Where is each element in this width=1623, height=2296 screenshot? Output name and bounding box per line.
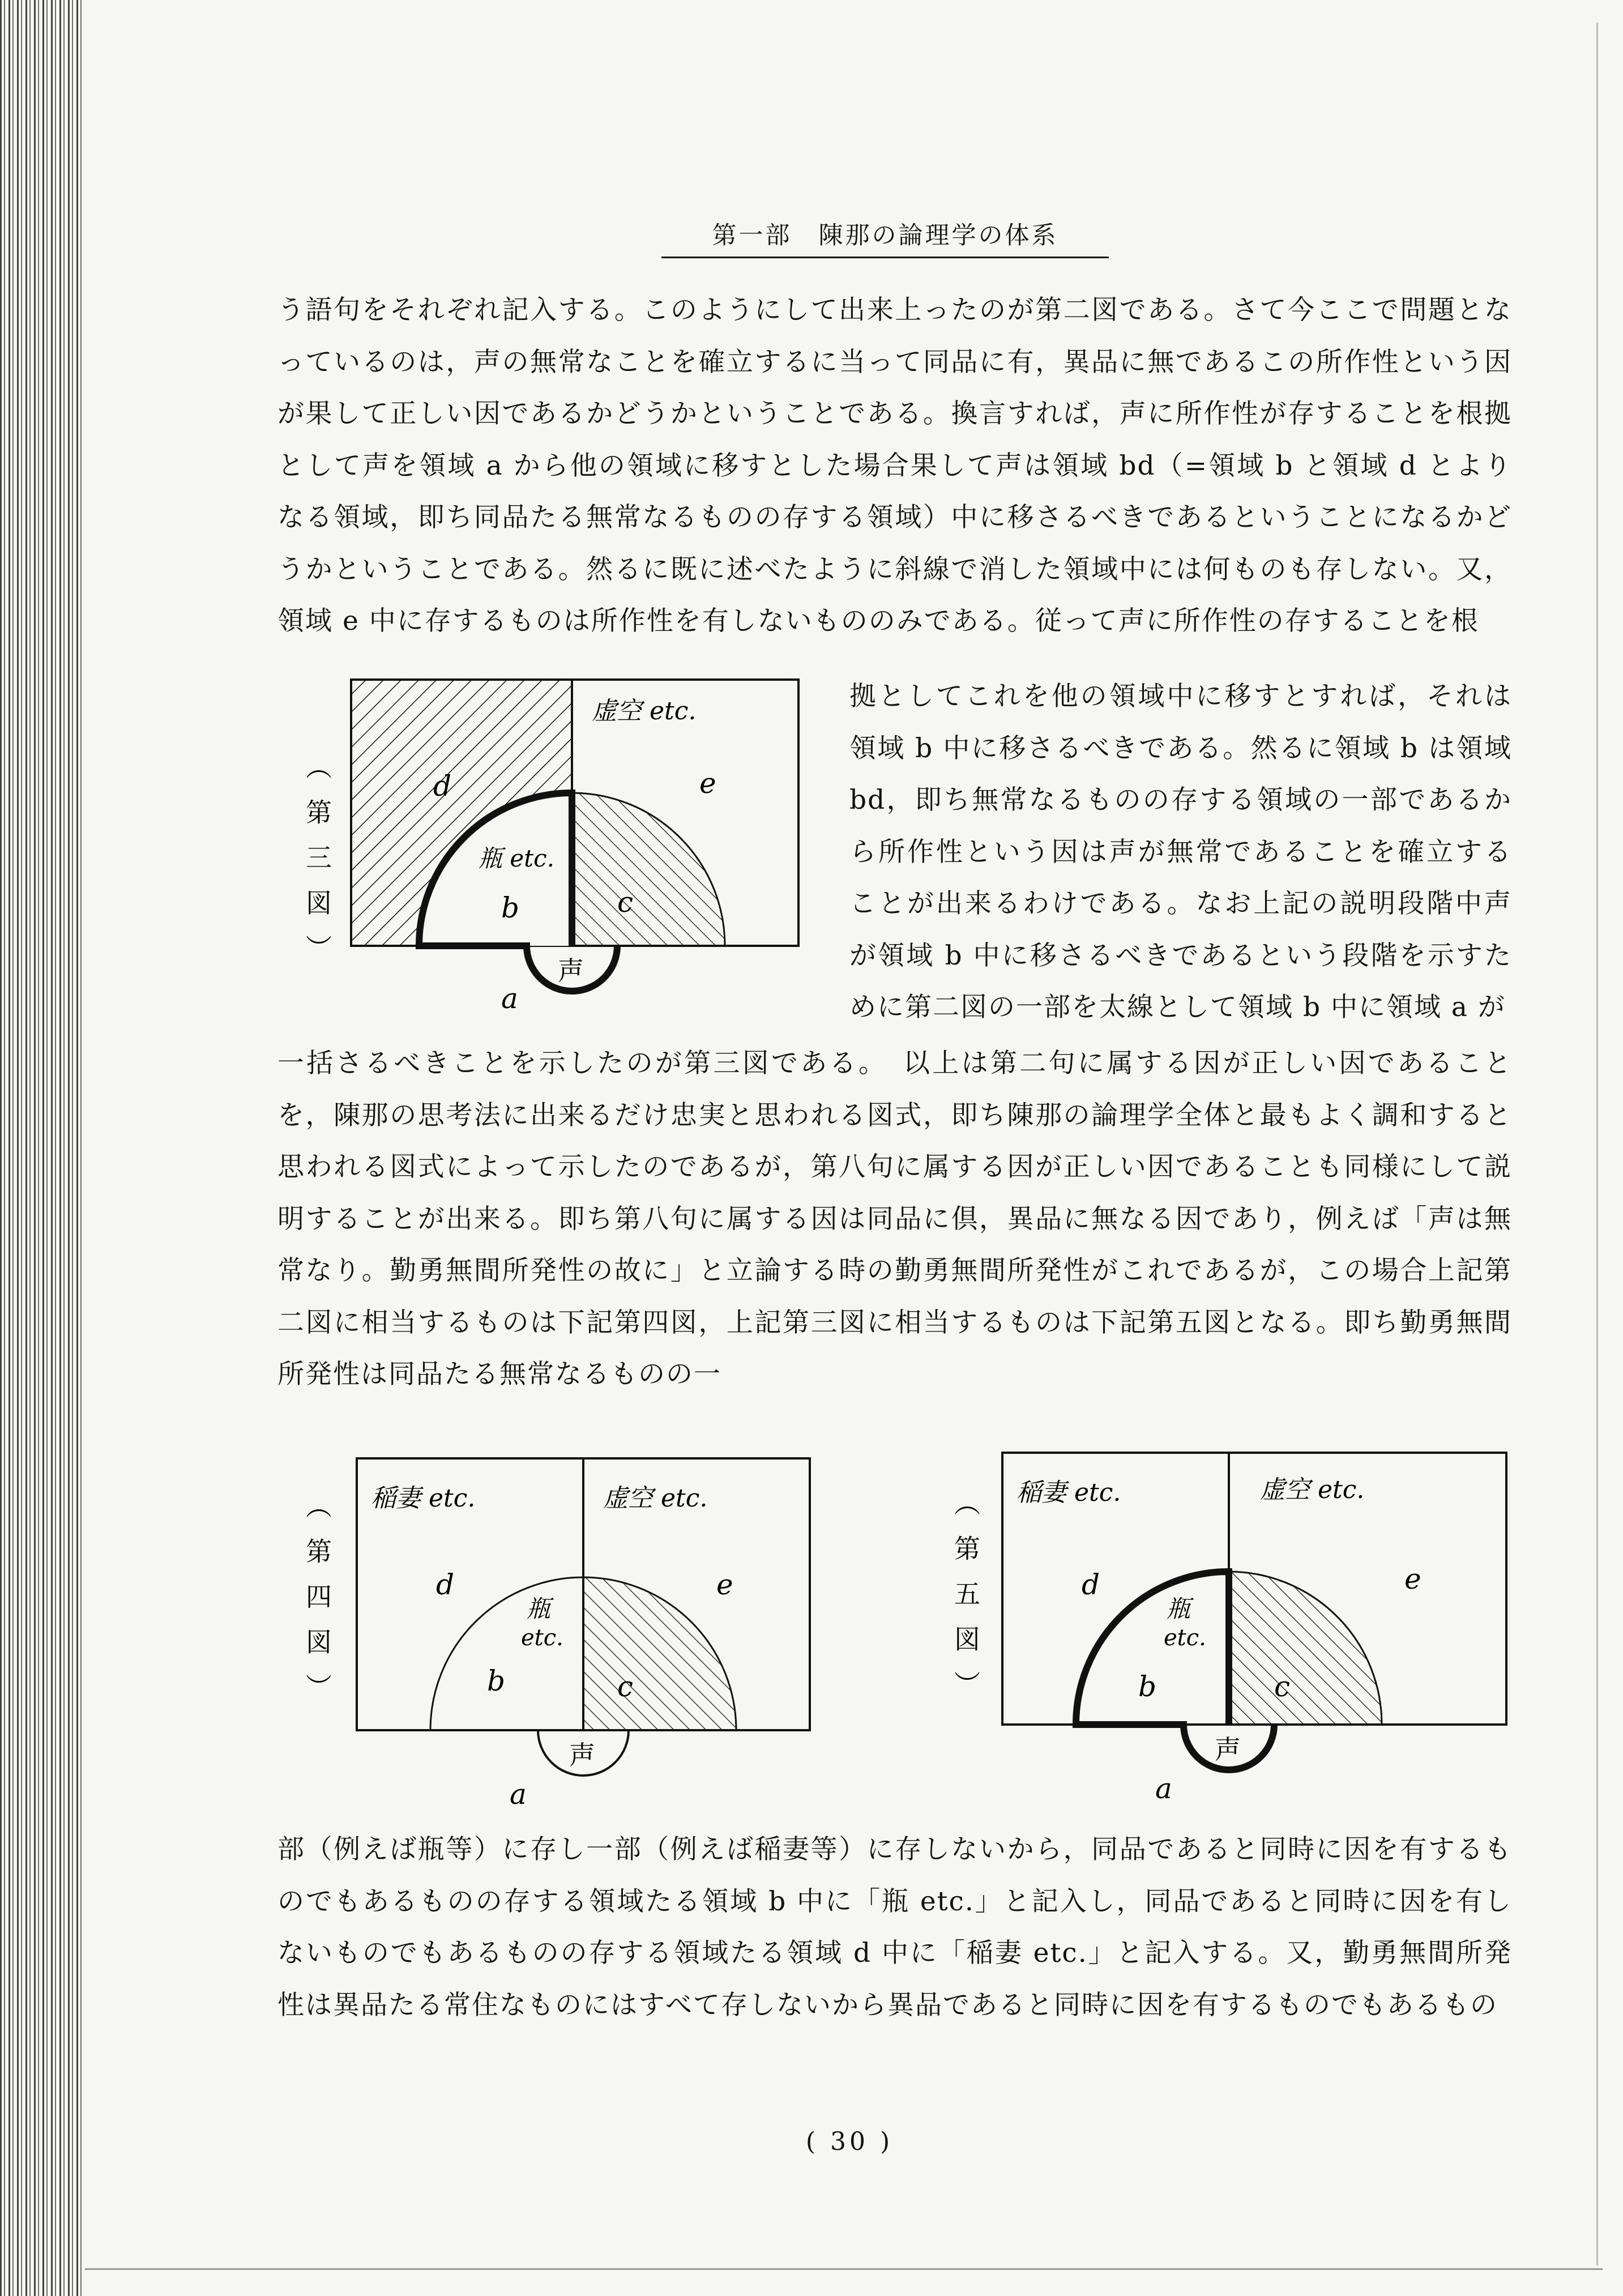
book-binding-edge [0, 0, 85, 2296]
fig4-label-c: c [617, 1670, 634, 1703]
fig4-label-e: e [716, 1568, 733, 1601]
fig5-label-a: a [1155, 1772, 1172, 1805]
figure-4 [294, 1447, 827, 1810]
figure-5-caption: （第五図） [950, 1490, 981, 1716]
page-right-edge [1596, 23, 1598, 2265]
fig5-top-right-label: 虚空 etc. [1260, 1475, 1365, 1504]
paragraph-3: 一括さるべきことを示したのが第三図である。 以上は第二句に属する因が正しい因であることを，陳那の思考法に出来るだけ忠実と思われる図式，即ち陳那の論理学全体と最もよく調和すると思われる図式によって示したのであるが，第八句に属する因が正しい因であることも同様にして説明することが出来る。即ち第八句に属する因は同品に倶，異品に無なる因であり，例えば「声は無常なり。勤勇無間所発性の故に」と立論する時の勤勇無間所発性がこれであるが，この場合上記第二図に相当するものは下記第四図，上記第三図に相当するものは下記第五図となる。即ち勤勇無間所発性は同品たる無常なるものの一 [277, 1048, 1512, 1390]
fig5-label-e: e [1404, 1563, 1421, 1595]
fig4-label-b: b [487, 1665, 506, 1697]
fig4-top-right-label: 虚空 etc. [603, 1484, 708, 1513]
fig3-sound-label: 声 [558, 955, 584, 986]
fig3-label-c: c [617, 886, 634, 919]
fig5-label-b: b [1138, 1670, 1157, 1703]
figure-4-diagram [357, 1458, 810, 1810]
page-bottom-edge [85, 2268, 1603, 2270]
fig4-sound-label: 声 [569, 1740, 595, 1770]
paragraph-1: う語句をそれぞれ記入する。このようにして出来上ったのが第二図である。さて今ここで問題となっているのは，声の無常なことを確立するに当って同品に有，異品に無であるこの所作性という因が果して正しい因であるかどうかということである。換言すれば，声に所作性が存することを根拠として声を領域 a から他の領域に移すとした場合果して声は領域 bd（=領域 b と領域 d とよりなる領域，即ち同品たる無常なるものの存する領域）中に移さるべきであるということになるかどうかということである。然るに既に述べたように斜線で消した領域中には何ものも存しない。又，領域 e 中に存するものは所作性を有しないもののみである。従って声に所作性の存することを根 [277, 295, 1512, 637]
fig5-label-d: d [1082, 1568, 1100, 1601]
fig5-inner-label-2: etc. [1164, 1625, 1206, 1651]
paragraph-2: 拠としてこれを他の領域中に移すとすれば，それは領域 b 中に移さるべきである。然るに領域 b は領域 bd，即ち無常なるものの存する領域の一部であるから所作性という因は声が無常であることを確立することが出来るわけである。なお上記の説明段階中声が領域 b 中に移さるべきであるという段階を示すために第二図の一部を太線として領域 b 中に領域 a が [849, 681, 1512, 1023]
fig5-sound-label: 声 [1215, 1734, 1241, 1765]
fig3-inner-label: 瓶 etc. [479, 844, 554, 872]
fig5-label-c: c [1274, 1670, 1291, 1703]
page-number: ( 30 ) [805, 2127, 894, 2156]
fig4-label-a: a [510, 1778, 527, 1810]
paragraph-4: 部（例えば瓶等）に存し一部（例えば稲妻等）に存しないから，同品であると同時に因を有するものでもあるものの存する領域たる領域 b 中に「瓶 etc.」と記入し，同品であると同時に因を有しないものでもあるものの存する領域たる領域 d 中に「稲妻 etc.」と記入する。又，勤勇無間所発性は異品たる常住なものにはすべて存しないから異品であると同時に因を有するものでもあるもの [277, 1834, 1512, 2021]
fig4-inner-label-2: etc. [521, 1625, 563, 1651]
fig3-label-e: e [699, 767, 716, 800]
figure-5-diagram [1002, 1453, 1506, 1805]
running-header: 第一部 陳那の論理学の体系 [661, 216, 1109, 258]
figure-3-caption: （第三図） [302, 753, 332, 980]
figure-3-diagram [351, 680, 798, 1015]
fig3-label-b: b [501, 891, 520, 924]
fig3-label-a: a [501, 982, 518, 1015]
fig5-inner-label-1: 瓶 [1167, 1595, 1191, 1623]
fig4-label-d: d [436, 1568, 455, 1601]
fig4-inner-label-1: 瓶 [527, 1595, 551, 1623]
figure-3 [283, 674, 827, 1036]
fig5-top-left-label: 稲妻 etc. [1016, 1478, 1121, 1507]
fig3-top-right-label: 虚空 etc. [592, 697, 697, 725]
figure-4-caption: （第四図） [302, 1492, 332, 1719]
fig4-top-left-label: 稲妻 etc. [371, 1484, 476, 1513]
figure-5 [940, 1441, 1518, 1810]
fig3-label-d: d [433, 770, 452, 803]
